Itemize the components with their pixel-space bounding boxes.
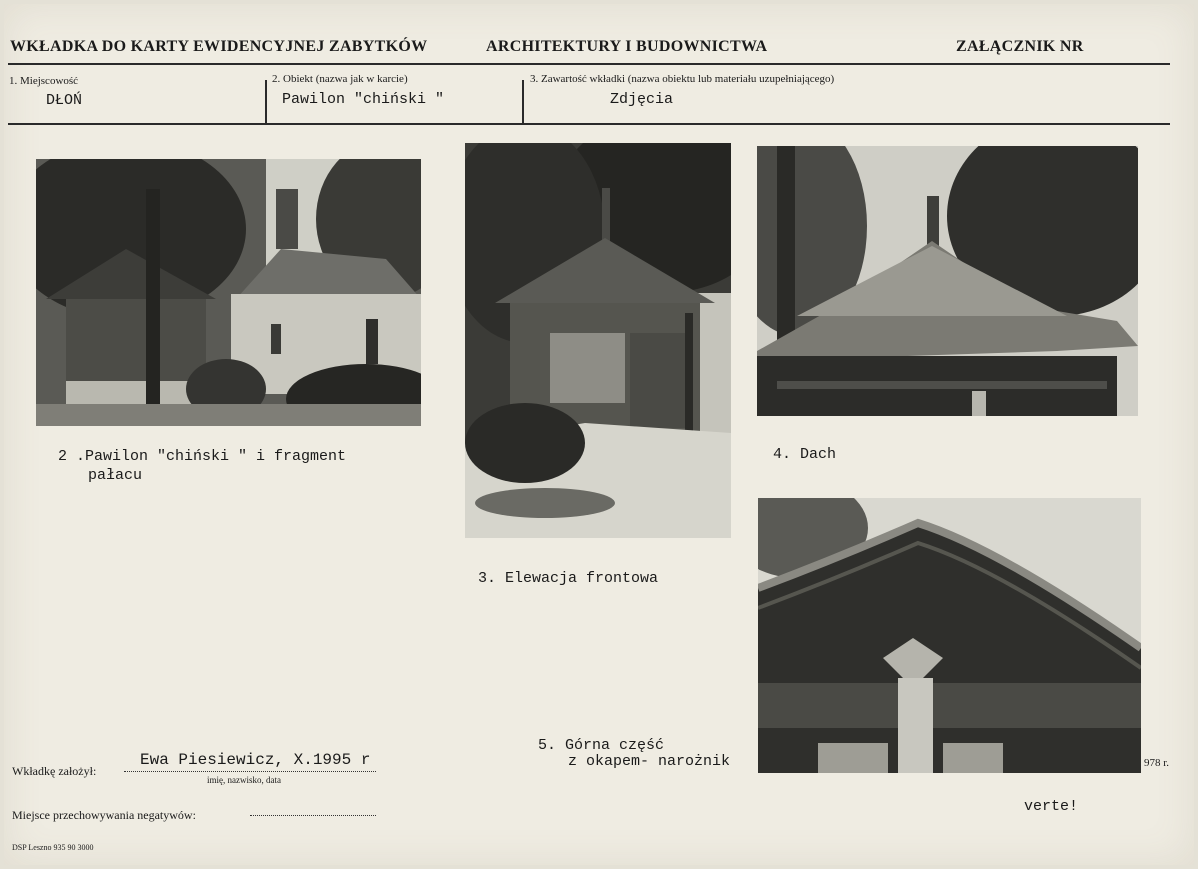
header-title-mid: ARCHITEKTURY I BUDOWNICTWA: [486, 38, 768, 55]
founded-hint: imię, nazwisko, data: [207, 775, 281, 785]
field-divider-2: [522, 80, 524, 124]
caption-photo-2-line2: pałacu: [88, 467, 143, 484]
contents-value: Zdjęcia: [610, 91, 674, 108]
header-title-right: ZAŁĄCZNIK NR: [956, 38, 1084, 55]
caption-photo-5-line1: 5. Górna część: [538, 737, 665, 754]
header-rule: [8, 63, 1170, 65]
photo-pavilion-and-palace: [36, 159, 421, 426]
header-title-left: WKŁADKA DO KARTY EWIDENCYJNEJ ZABYTKÓW: [10, 38, 428, 55]
field-divider-1: [265, 80, 267, 124]
founded-label: Wkładkę założył:: [12, 764, 97, 778]
photo-roof: [757, 146, 1138, 416]
verte-note: verte!: [1024, 798, 1079, 815]
front-elevation-picture: [465, 143, 731, 538]
founded-value: Ewa Piesiewicz, X.1995 r: [140, 751, 371, 769]
eaves-corner-picture: [758, 498, 1141, 773]
object-value: Pawilon "chiński ": [282, 91, 445, 108]
pavilion-palace-picture: [36, 159, 421, 426]
locality-value: DŁOŃ: [46, 92, 83, 109]
contents-label: 3. Zawartość wkładki (nazwa obiektu lub materiału uzupełniającego): [530, 73, 835, 85]
roof-picture: [757, 146, 1138, 416]
caption-photo-2-line1: 2 .Pawilon "chiński " i fragment: [58, 448, 347, 465]
storage-dotline: [250, 815, 376, 816]
fields-rule: [8, 123, 1170, 125]
year-fragment: 978 r.: [1144, 757, 1170, 769]
object-label: 2. Obiekt (nazwa jak w karcie): [272, 73, 408, 85]
print-code: DSP Leszno 935 90 3000: [12, 843, 94, 852]
caption-photo-4: 4. Dach: [773, 446, 837, 463]
photo-front-elevation: [465, 143, 731, 538]
founded-dotline: [124, 771, 376, 772]
storage-label: Miejsce przechowywania negatywów:: [12, 808, 196, 822]
caption-photo-3: 3. Elewacja frontowa: [478, 570, 659, 587]
locality-label: 1. Miejscowość: [9, 75, 79, 87]
caption-photo-5-line2: z okapem- narożnik: [568, 753, 731, 770]
photo-eaves-corner: [758, 498, 1141, 773]
